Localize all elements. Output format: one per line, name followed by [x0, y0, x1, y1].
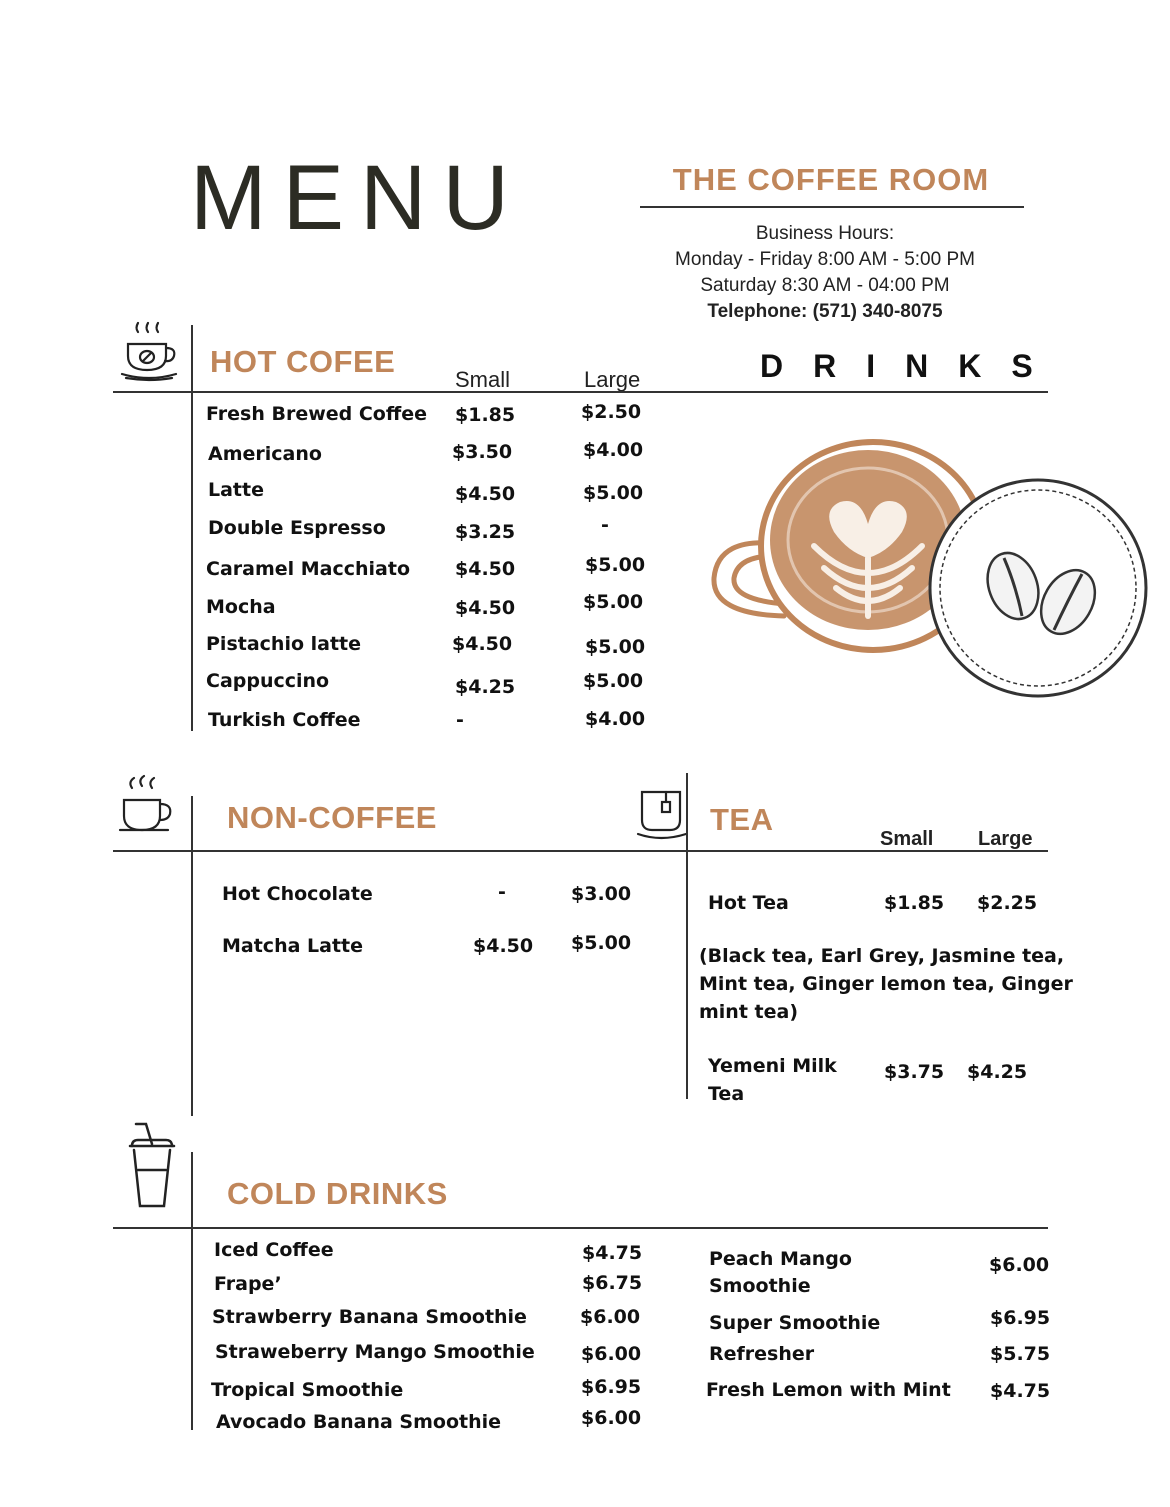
price: $6.75 — [582, 1272, 643, 1294]
list-item: Matcha Latte — [222, 935, 364, 957]
price-small: $1.85 — [455, 404, 516, 426]
list-item: Iced Coffee — [214, 1239, 334, 1261]
price-small: $4.50 — [452, 633, 513, 655]
cold-drinks-vertical-rule — [191, 1152, 193, 1430]
non-coffee-vertical-rule — [191, 796, 193, 1116]
list-item: Frape’ — [214, 1273, 282, 1295]
peach-mango-name-line2: Smoothie — [709, 1275, 811, 1297]
tea-note-line: mint tea) — [699, 1001, 799, 1023]
price-small: $4.50 — [455, 597, 516, 619]
list-item — [708, 1052, 837, 1108]
list-item: Hot Chocolate — [222, 883, 373, 905]
list-item: Fresh Brewed Coffee — [206, 403, 428, 425]
price: $6.95 — [581, 1376, 642, 1398]
hot-coffee-large-label: Large — [584, 367, 641, 392]
list-item: Mocha — [206, 596, 276, 618]
price-small: $1.85 — [884, 892, 945, 914]
hours-saturday: Saturday 8:30 AM - 04:00 PM — [700, 275, 950, 296]
price-small: $4.50 — [473, 935, 534, 957]
list-item — [709, 1246, 852, 1300]
tea-varieties-note — [699, 942, 1073, 1026]
price-small: $4.25 — [455, 676, 516, 698]
list-item: Pistachio latte — [206, 633, 362, 655]
tea-large-label: Large — [978, 828, 1033, 850]
hours-weekday: Monday - Friday 8:00 AM - 5:00 PM — [675, 249, 975, 270]
list-item: Turkish Coffee — [208, 709, 361, 731]
price-small: $3.25 — [455, 521, 516, 543]
price: $6.00 — [580, 1306, 641, 1328]
tea-cup-icon — [636, 786, 688, 840]
price-small: - — [456, 709, 464, 731]
list-item: Fresh Lemon with Mint — [706, 1379, 951, 1401]
price: $6.95 — [990, 1307, 1051, 1329]
drinks-heading: DRINKS — [760, 348, 1063, 384]
latte-art-illustration — [708, 428, 1153, 703]
milk-tea-name-line1: Yemeni Milk — [708, 1055, 837, 1077]
list-item: Latte — [208, 479, 264, 501]
cold-drinks-title: COLD DRINKS — [227, 1176, 448, 1211]
price: $6.00 — [581, 1407, 642, 1429]
list-item: Double Espresso — [208, 517, 386, 539]
peach-mango-name-line1: Peach Mango — [709, 1248, 852, 1270]
list-item: Caramel Macchiato — [206, 558, 411, 580]
cold-drink-cup-icon — [126, 1120, 178, 1212]
price-large: $5.00 — [585, 636, 646, 658]
hot-coffee-title: HOT COFEE — [210, 344, 396, 379]
price-large: $3.00 — [571, 883, 632, 905]
list-item: Straweberry Mango Smoothie — [215, 1341, 535, 1363]
price: $4.75 — [582, 1242, 643, 1264]
price: $4.75 — [990, 1380, 1051, 1402]
list-item: Hot Tea — [708, 892, 789, 914]
price: $5.75 — [990, 1343, 1051, 1365]
menu-title: MENU — [190, 147, 525, 249]
list-item: Super Smoothie — [709, 1312, 881, 1334]
price-small: $4.50 — [455, 483, 516, 505]
price-small: $3.50 — [452, 441, 513, 463]
hot-coffee-rule — [113, 391, 1048, 393]
price-large: $5.00 — [583, 670, 644, 692]
telephone: Telephone: (571) 340-8075 — [707, 301, 943, 322]
list-item: Americano — [208, 443, 322, 465]
price-large: $2.25 — [977, 892, 1038, 914]
non-coffee-title: NON-COFFEE — [227, 800, 437, 835]
price: $6.00 — [989, 1254, 1050, 1276]
list-item: Tropical Smoothie — [211, 1379, 404, 1401]
list-item: Cappuccino — [206, 670, 330, 692]
tea-vertical-rule — [686, 773, 688, 1099]
steaming-mug-icon — [118, 772, 178, 834]
price-large: $5.00 — [571, 932, 632, 954]
price-large: $4.25 — [967, 1061, 1028, 1083]
list-item: Avocado Banana Smoothie — [216, 1411, 502, 1433]
hot-coffee-cup-icon — [118, 320, 180, 382]
price-large: $5.00 — [585, 554, 646, 576]
price-small: $3.75 — [884, 1061, 945, 1083]
tea-title: TEA — [710, 802, 774, 837]
price-large: $4.00 — [585, 708, 646, 730]
brand-divider — [640, 206, 1024, 208]
price-large: $2.50 — [581, 401, 642, 423]
price: $6.00 — [581, 1343, 642, 1365]
hours-heading: Business Hours: — [755, 223, 895, 244]
tea-small-label: Small — [880, 828, 934, 850]
list-item: Strawberry Banana Smoothie — [212, 1306, 527, 1328]
price-small: $4.50 — [455, 558, 516, 580]
tea-note-line: (Black tea, Earl Grey, Jasmine tea, — [699, 945, 1065, 967]
cold-drinks-rule — [113, 1227, 1048, 1229]
hot-coffee-vertical-rule — [191, 325, 193, 731]
hot-coffee-small-label: Small — [455, 367, 511, 392]
cafe-name: THE COFFEE ROOM — [672, 162, 990, 197]
tea-note-line: Mint tea, Ginger lemon tea, Ginger — [699, 973, 1073, 995]
price-large: - — [601, 514, 609, 536]
list-item: Refresher — [709, 1343, 815, 1365]
price-large: $5.00 — [583, 591, 644, 613]
price-small: - — [498, 881, 506, 903]
price-large: $4.00 — [583, 439, 644, 461]
milk-tea-name-line2: Tea — [708, 1083, 745, 1105]
price-large: $5.00 — [583, 482, 644, 504]
